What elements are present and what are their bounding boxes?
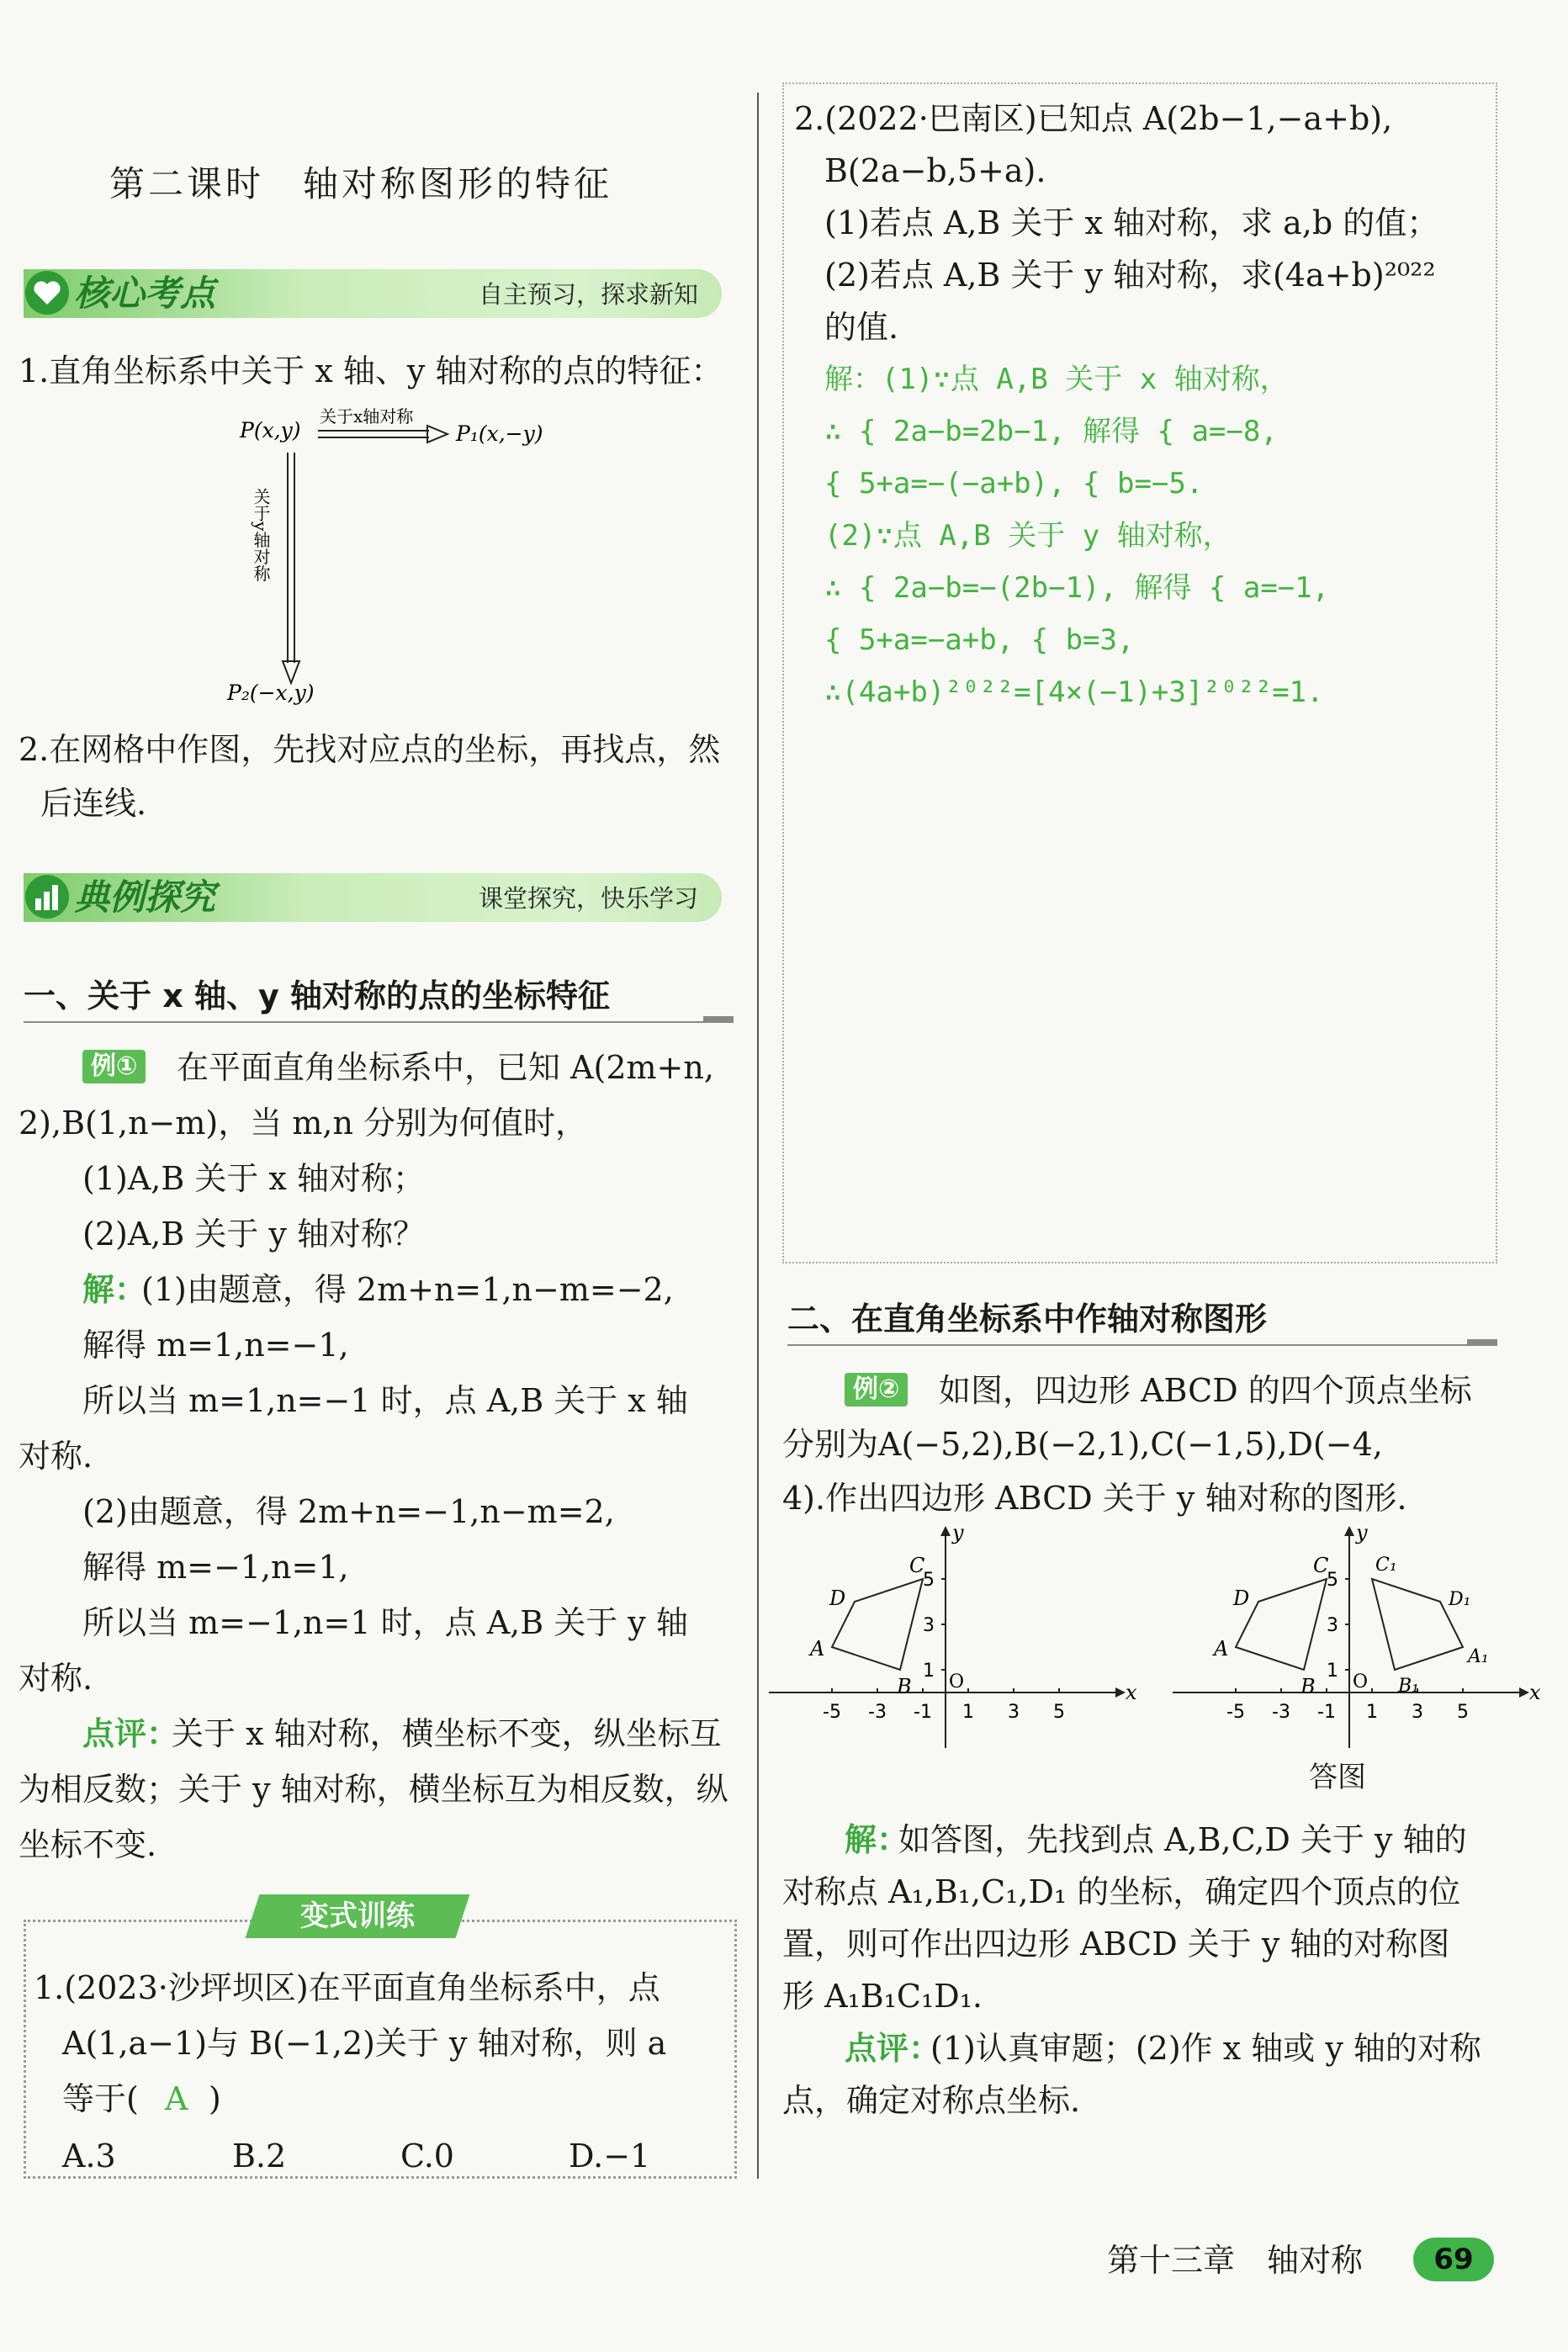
- graph-1-origin-label: O: [949, 1671, 965, 1692]
- graph-1-y-label: y: [952, 1521, 964, 1544]
- graph-2-xtick-label-4: 3: [1412, 1702, 1423, 1723]
- practice-option-d: D.−1: [569, 2137, 651, 2175]
- example-1-sol-0: (1)由题意，得 2m+n=1,n−m=−2,: [141, 1271, 674, 1308]
- practice-option-b: B.2: [232, 2137, 287, 2175]
- example-1-comment-0: 关于 x 轴对称，横坐标不变，纵坐标互: [172, 1715, 722, 1752]
- example-1-comment-1: 为相反数；关于 y 轴对称，横坐标互为相反数，纵: [19, 1771, 728, 1808]
- graph-1-x-label: x: [1126, 1681, 1137, 1704]
- graph-2-ytick-label-2: 5: [1327, 1570, 1338, 1591]
- practice-q1-close: ): [209, 2080, 221, 2117]
- core-points-subtitle: 自主预习，探求新知: [478, 280, 698, 309]
- example-2-tag: 例②: [845, 1373, 908, 1406]
- section-1-rule: [24, 1021, 713, 1023]
- example-2-sol-0: 如答图，先找到点 A,B,C,D 关于 y 轴的: [898, 1821, 1467, 1858]
- example-2-comment-1: 点，确定对称点坐标.: [782, 2082, 1081, 2119]
- graph-2-x-arrow: [1519, 1687, 1529, 1698]
- graph-1-xtick-label-5: 5: [1053, 1702, 1065, 1723]
- example-2-line-1: 分别为A(−5,2),B(−2,1),C(−1,5),D(−4,: [782, 1426, 1383, 1463]
- q2-sol-5: { 5+a=−a+b, { b=3,: [824, 623, 1135, 657]
- q2-line-1: B(2a−b,5+a).: [824, 152, 1046, 189]
- q2-sol-3: (2)∵点 A,B 关于 y 轴对称，: [824, 519, 1232, 553]
- example-1-comment-label: 点评：: [82, 1714, 179, 1752]
- diagram-p-label: P(x,y): [240, 418, 301, 442]
- example-1-tag: 例①: [82, 1050, 146, 1083]
- practice-q1-line-0: 1.(2023·沙坪坝区)在平面直角坐标系中，点: [34, 1969, 660, 2006]
- example-1-sol-7: 对称.: [19, 1660, 93, 1697]
- example-2-sol-3: 形 A₁B₁C₁D₁.: [782, 1978, 983, 2015]
- column-divider: [757, 93, 759, 2179]
- graph-2-ytick-label-1: 3: [1327, 1615, 1338, 1636]
- example-1-solution-label: 解：: [82, 1270, 147, 1308]
- diagram-p1-label: P₁(x,−y): [456, 421, 543, 446]
- graph-2-point-A1: A₁: [1468, 1646, 1489, 1667]
- q2-sol-1: ∴ { 2a−b=2b−1, 解得 { a=−8,: [824, 415, 1278, 448]
- core-points-label: 核心考点: [74, 273, 216, 314]
- q2-sol-2: { 5+a=−(−a+b), { b=−5.: [824, 467, 1204, 501]
- example-1-sol-2: 所以当 m=1,n=−1 时，点 A,B 关于 x 轴: [82, 1382, 688, 1419]
- graph-2: [1166, 1521, 1541, 1758]
- graph-1-x-arrow: [1115, 1687, 1126, 1698]
- graph-1-point-D: D: [829, 1587, 846, 1610]
- graph-1-xtick-label-3: 1: [962, 1702, 974, 1723]
- graph-2-xtick-label-0: -5: [1226, 1702, 1245, 1723]
- example-2-comment-0: (1)认真审题；(2)作 x 轴或 y 轴的对称: [930, 2030, 1481, 2067]
- example-1-sol-6: 所以当 m=−1,n=1 时，点 A,B 关于 y 轴: [82, 1604, 688, 1641]
- graph-1: [762, 1521, 1137, 1758]
- practice-label: 变式训练: [300, 1899, 415, 1933]
- graph-2-point-B1: B₁: [1398, 1676, 1419, 1697]
- graph-2-point-B: B: [1300, 1675, 1316, 1698]
- graph-1-y-arrow: [940, 1526, 951, 1536]
- examples-bar: [24, 873, 722, 922]
- q2-sol-4: ∴ { 2a−b=−(2b−1), 解得 { a=−1,: [824, 571, 1330, 605]
- core-point-2-line2: 后连线.: [40, 785, 147, 822]
- graph-1-point-C: C: [909, 1554, 925, 1577]
- graph-1-xtick-label-0: -5: [823, 1702, 841, 1723]
- section-1-heading: 一、关于 x 轴、y 轴对称的点的坐标特征: [24, 977, 610, 1014]
- example-2-comment-label: 点评：: [845, 2029, 941, 2067]
- practice-q1-answer: A: [165, 2080, 188, 2117]
- core-points-bar: [24, 269, 722, 318]
- section-2-rule: [787, 1344, 1477, 1346]
- graph-1-point-B: B: [897, 1675, 912, 1698]
- graph-2-caption: 答图: [1309, 1761, 1366, 1794]
- graph-2-point-C1: C₁: [1375, 1555, 1397, 1576]
- symmetry-diagram: [219, 395, 572, 715]
- diagram-p2-label: P₂(−x,y): [227, 681, 315, 705]
- example-2-tag-wrap: [845, 1373, 908, 1406]
- graph-2-origin-label: O: [1353, 1671, 1369, 1692]
- page-title: 第二课时 轴对称图形的特征: [109, 163, 613, 204]
- q2-line-3: (2)若点 A,B 关于 y 轴对称，求(4a+b)²⁰²²: [824, 257, 1436, 294]
- example-1-line-0: 在平面直角坐标系中，已知 A(2m+n,: [177, 1049, 714, 1086]
- section-1-rule-end: [703, 1016, 734, 1023]
- graph-2-xtick-label-3: 1: [1366, 1702, 1378, 1723]
- example-1-line-1: 2),B(1,n−m)，当 m,n 分别为何值时，: [19, 1104, 588, 1142]
- q2-line-2: (1)若点 A,B 关于 x 轴对称，求 a,b 的值；: [824, 204, 1439, 241]
- core-point-2-line1: 2.在网格中作图，先找对应点的坐标，再找点，然: [19, 731, 721, 768]
- graph-1-ytick-label-2: 5: [923, 1570, 935, 1591]
- example-2-line-2: 4).作出四边形 ABCD 关于 y 轴对称的图形.: [782, 1480, 1407, 1517]
- page-number: 69: [1413, 2238, 1494, 2281]
- practice-option-a: A.3: [62, 2137, 116, 2175]
- heart-icon: [25, 271, 69, 315]
- q2-sol-6: ∴(4a+b)²⁰²²=[4×(−1)+3]²⁰²²=1.: [824, 675, 1324, 709]
- diagram-x-arrow-label: 关于x轴对称: [320, 406, 414, 426]
- graph-1-xtick-label-2: -1: [914, 1702, 932, 1723]
- q2-sol-0: 解：(1)∵点 A,B 关于 x 轴对称，: [824, 363, 1289, 396]
- graph-2-point-A: A: [1214, 1637, 1229, 1661]
- example-1-sol-5: 解得 m=−1,n=1,: [82, 1549, 349, 1586]
- q2-line-0: 2.(2022·巴南区)已知点 A(2b−1,−a+b),: [794, 100, 1393, 137]
- example-1-line-3: (2)A,B 关于 y 轴对称？: [82, 1216, 425, 1253]
- graph-1-ytick-label-0: 1: [923, 1661, 935, 1682]
- graph-2-xtick-label-5: 5: [1457, 1702, 1469, 1723]
- graph-2-point-C: C: [1313, 1554, 1329, 1577]
- graph-2-xtick-label-2: -1: [1317, 1702, 1336, 1723]
- examples-label: 典例探究: [74, 877, 216, 918]
- practice-q1-line-1: A(1,a−1)与 B(−1,2)关于 y 轴对称，则 a: [62, 2025, 667, 2062]
- example-2-line-0: 如图，四边形 ABCD 的四个顶点坐标: [939, 1372, 1472, 1409]
- footer-chapter: 第十三章 轴对称: [1107, 2242, 1364, 2279]
- section-2-rule-end: [1467, 1339, 1497, 1346]
- practice-option-c: C.0: [400, 2137, 454, 2175]
- graph-2-ytick-label-0: 1: [1327, 1661, 1338, 1682]
- graph-2-y-arrow: [1344, 1526, 1354, 1536]
- examples-subtitle: 课堂探究，快乐学习: [478, 884, 698, 913]
- bar-chart-icon: [25, 875, 69, 919]
- graph-2-point-D: D: [1233, 1587, 1250, 1610]
- core-point-1: 1.直角坐标系中关于 x 轴、y 轴对称的点的特征：: [19, 352, 723, 389]
- graph-2-x-label: x: [1529, 1681, 1541, 1704]
- example-1-sol-3: 对称.: [19, 1438, 93, 1475]
- graph-1-xtick-label-1: -3: [868, 1702, 887, 1723]
- graph-2-y-label: y: [1356, 1521, 1368, 1544]
- graph-2-point-D1: D₁: [1449, 1589, 1471, 1610]
- diagram-y-arrow-label: 关于y轴对称: [251, 488, 271, 582]
- graph-1-point-A: A: [810, 1637, 825, 1661]
- example-1-sol-1: 解得 m=1,n=−1,: [82, 1327, 349, 1364]
- section-2-heading: 二、在直角坐标系中作轴对称图形: [787, 1300, 1268, 1338]
- practice-q1-line-2: 等于(: [62, 2080, 139, 2117]
- example-1-line-2: (1)A,B 关于 x 轴对称；: [82, 1160, 425, 1197]
- example-2-sol-2: 置，则可作出四边形 ABCD 关于 y 轴的对称图: [782, 1926, 1450, 1963]
- example-1-comment-2: 坐标不变.: [19, 1826, 157, 1863]
- q2-line-4: 的值.: [824, 309, 899, 346]
- example-1-tag-wrap: [82, 1050, 146, 1083]
- example-2-solution-label: 解：: [845, 1820, 909, 1858]
- example-2-sol-1: 对称点 A₁,B₁,C₁,D₁ 的坐标，确定四个顶点的位: [782, 1873, 1461, 1910]
- example-1-sol-4: (2)由题意，得 2m+n=−1,n−m=2,: [82, 1493, 615, 1530]
- graph-2-xtick-label-1: -3: [1272, 1702, 1290, 1723]
- graph-1-xtick-label-4: 3: [1008, 1702, 1020, 1723]
- graph-1-ytick-label-1: 3: [923, 1615, 935, 1636]
